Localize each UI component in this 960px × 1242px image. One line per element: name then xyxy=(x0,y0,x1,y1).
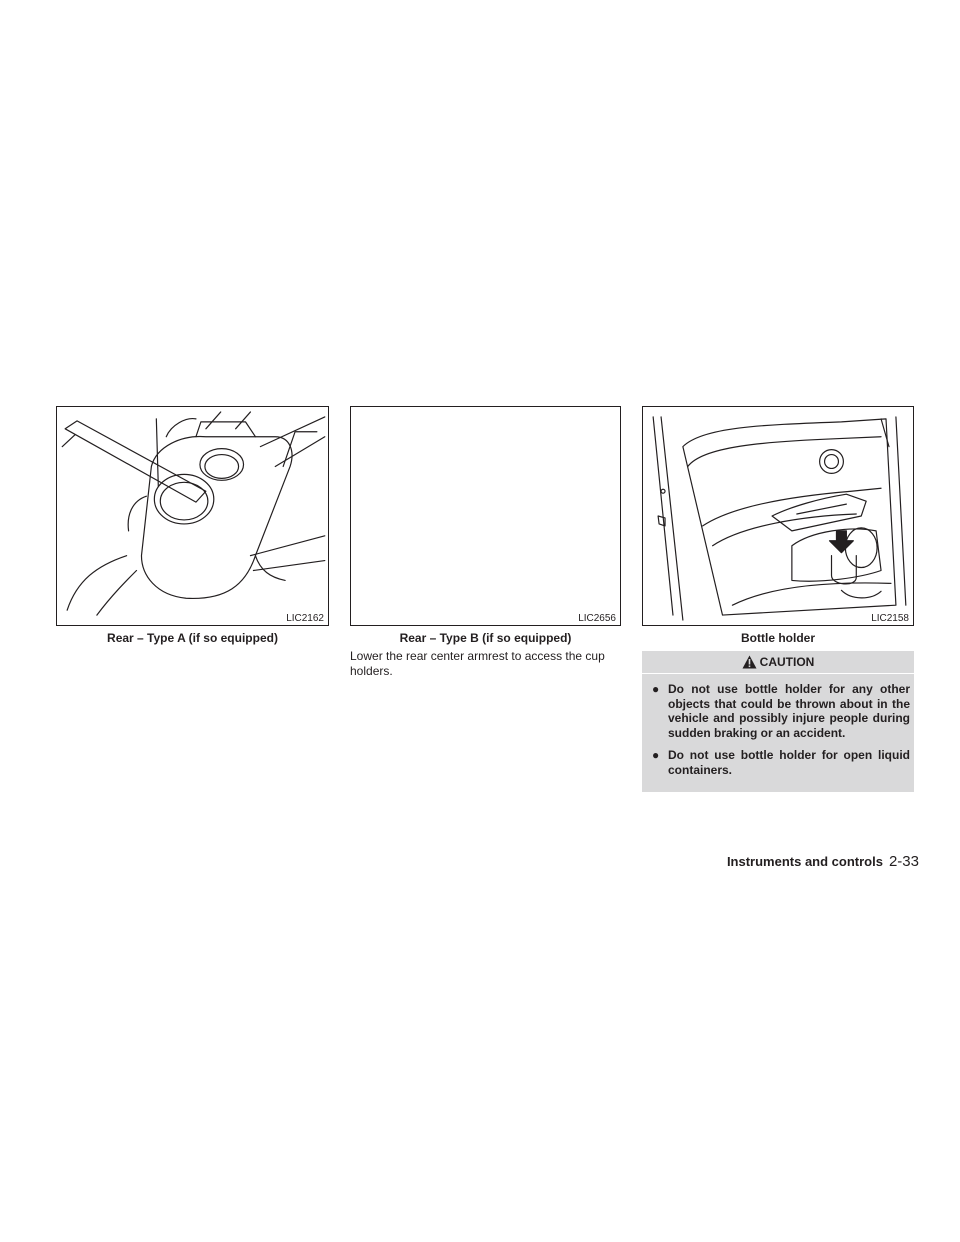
door-bottle-holder-illustration xyxy=(643,407,913,625)
caution-item-text: Do not use bottle holder for open liquid containers. xyxy=(668,748,910,777)
figure-rear-type-a xyxy=(56,406,329,626)
page-number: 2-33 xyxy=(888,853,919,870)
caution-item-text: Do not use bottle holder for any other objects that could be thrown about in the vehicle and possibly injure people during sudden braking or an accident. xyxy=(668,682,910,740)
figure-caption: Bottle holder xyxy=(741,631,815,645)
figure-rear-type-b xyxy=(350,406,621,626)
figure-code: LIC2162 xyxy=(286,613,324,624)
caution-heading: CAUTION xyxy=(759,655,815,669)
caution-header xyxy=(642,651,914,673)
figure-bottle-holder xyxy=(642,406,914,626)
armrest-cupholder-illustration xyxy=(57,407,328,625)
warning-triangle-icon xyxy=(742,655,757,669)
bullet-icon: ● xyxy=(652,748,660,762)
figure-code: LIC2158 xyxy=(871,613,909,624)
body-paragraph: Lower the rear center armrest to access the cup holders. xyxy=(350,649,605,678)
list-item xyxy=(652,748,910,777)
bullet-icon: ● xyxy=(652,682,660,696)
figure-caption: Rear – Type B (if so equipped) xyxy=(399,631,572,645)
list-item xyxy=(652,682,910,740)
caution-list xyxy=(642,674,914,777)
caution-box xyxy=(642,651,914,792)
figure-code: LIC2656 xyxy=(578,613,616,624)
page-footer xyxy=(727,853,919,870)
section-title: Instruments and controls xyxy=(726,854,883,869)
figure-caption: Rear – Type A (if so equipped) xyxy=(107,631,278,645)
